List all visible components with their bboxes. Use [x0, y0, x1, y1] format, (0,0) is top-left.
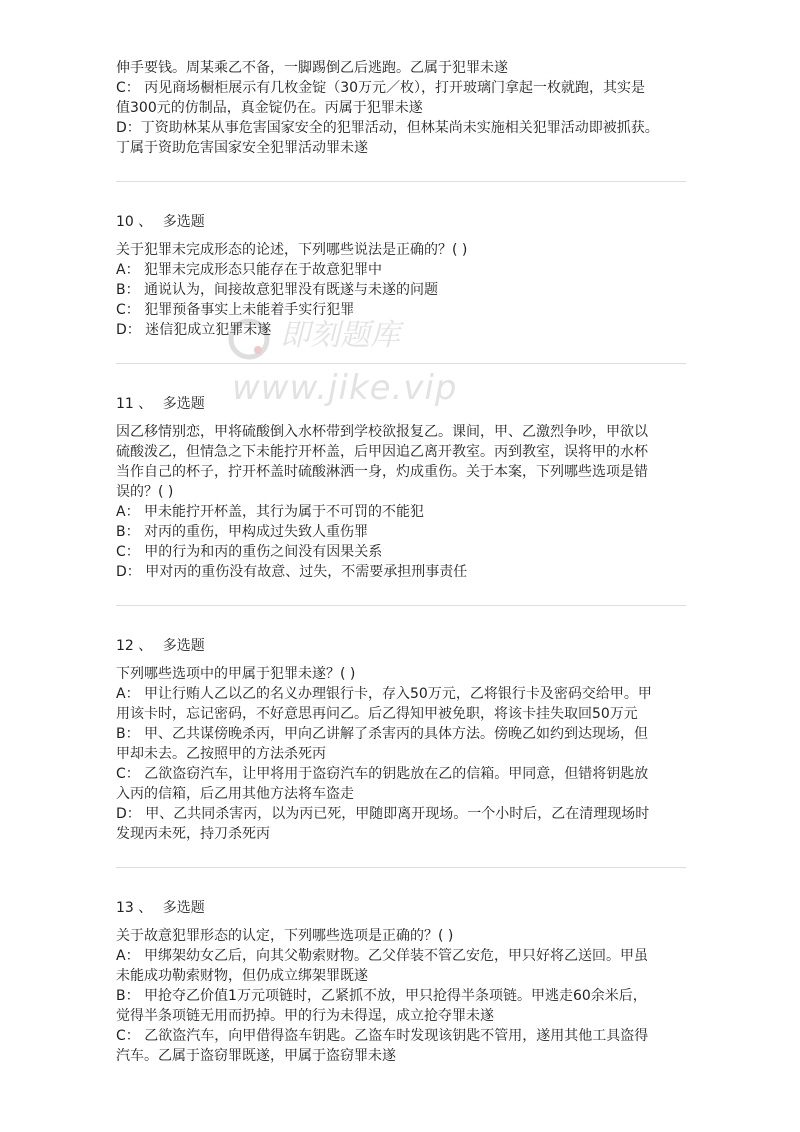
option-a: A： 甲未能拧开杯盖，其行为属于不可罚的不能犯	[116, 504, 425, 520]
option-c-line: 汽车。乙属于盗窃罪既遂，甲属于盗窃罪未遂	[116, 1048, 396, 1064]
question-type: 多选题	[162, 900, 205, 916]
option-b-line: 甲却未去。乙按照甲的方法杀死丙	[116, 746, 326, 762]
question-header	[116, 898, 688, 918]
question-9-continuation	[116, 58, 688, 158]
question-12	[116, 636, 688, 844]
option-a-line: 用该卡时，忘记密码，不好意思再问乙。后乙得知甲被免职，将该卡挂失取回50万元	[116, 706, 638, 722]
question-stem-line: 当作自己的杯子，拧开杯盖时硫酸淋洒一身，灼成重伤。关于本案，下列哪些选项是错	[116, 464, 648, 480]
option-a-line: A： 甲绑架幼女乙后，向其父勒索财物。乙父佯装不管乙安危，甲只好将乙送回。甲虽	[116, 948, 649, 964]
option-c-line: C： 乙欲盗窃汽车，让甲将用于盗窃汽车的钥匙放在乙的信箱。甲同意，但错将钥匙放	[116, 766, 649, 782]
question-divider	[116, 363, 686, 364]
question-stem: 关于犯罪未完成形态的论述，下列哪些说法是正确的？( )	[116, 242, 468, 258]
option-b-line: 觉得半条项链无用而扔掉。甲的行为未得逞，成立抢夺罪未遂	[116, 1008, 494, 1024]
question-header	[116, 394, 688, 414]
question-number: 13 、	[116, 900, 153, 916]
question-stem: 关于故意犯罪形态的认定，下列哪些选项是正确的？( )	[116, 928, 454, 944]
question-divider	[116, 605, 686, 606]
option-a-line: A： 甲让行贿人乙以乙的名义办理银行卡，存入50万元，乙将银行卡及密码交给甲。甲	[116, 686, 652, 702]
document-page	[116, 58, 688, 1066]
question-divider	[116, 867, 686, 868]
question-header	[116, 212, 688, 232]
option-a: A： 犯罪未完成形态只能存在于故意犯罪中	[116, 262, 383, 278]
option-d: D： 迷信犯成立犯罪未遂	[116, 322, 272, 338]
option-b-line: B： 甲抢夺乙价值1万元项链时，乙紧抓不放，甲只抢得半条项链。甲逃走60余米后，	[116, 988, 647, 1004]
question-number: 11 、	[116, 396, 153, 412]
option-c-line: 值300元的仿制品，真金锭仍在。丙属于犯罪未遂	[116, 100, 423, 116]
question-stem: 下列哪些选项中的甲属于犯罪未遂？( )	[116, 666, 356, 682]
watermark-url: www.jike.vip	[232, 368, 458, 408]
option-b-line: B： 甲、乙共谋傍晚杀丙，甲向乙讲解了杀害丙的具体方法。傍晚乙如约到达现场，但	[116, 726, 649, 742]
question-text-line: 伸手要钱。周某乘乙不备，一脚踢倒乙后逃跑。乙属于犯罪未遂	[116, 60, 508, 76]
question-number: 10 、	[116, 214, 153, 230]
question-type: 多选题	[162, 396, 205, 412]
question-13	[116, 898, 688, 1066]
option-b: B： 对丙的重伤，甲构成过失致人重伤罪	[116, 524, 369, 540]
question-type: 多选题	[162, 638, 205, 654]
question-number: 12 、	[116, 638, 153, 654]
question-10	[116, 212, 688, 340]
option-a-line: 未能成功勒索财物，但仍成立绑架罪既遂	[116, 968, 368, 984]
option-d: D： 甲对丙的重伤没有故意、过失，不需要承担刑事责任	[116, 564, 468, 580]
option-c: C： 甲的行为和丙的重伤之间没有因果关系	[116, 544, 383, 560]
question-stem-line: 误的？( )	[116, 484, 174, 500]
option-d-line: D：丁资助林某从事危害国家安全的犯罪活动，但林某尚未实施相关犯罪活动即被抓获。	[116, 120, 659, 136]
option-d-line: 发现丙未死，持刀杀死丙	[116, 826, 270, 842]
question-stem-line: 硫酸泼乙，但情急之下未能拧开杯盖，后甲因追乙离开教室。丙到教室，误将甲的水杯	[116, 444, 648, 460]
option-d-line: 丁属于资助危害国家安全犯罪活动罪未遂	[116, 140, 368, 156]
question-divider	[116, 181, 686, 182]
option-c-line: C： 乙欲盗汽车，向甲借得盗车钥匙。乙盗车时发现该钥匙不管用，遂用其他工具盗得	[116, 1028, 649, 1044]
question-11	[116, 394, 688, 582]
question-stem-line: 因乙移情别恋，甲将硫酸倒入水杯带到学校欲报复乙。课间，甲、乙激烈争吵，甲欲以	[116, 424, 648, 440]
watermark-brand: 即刻题库	[280, 318, 400, 353]
option-b: B： 通说认为，间接故意犯罪没有既遂与未遂的问题	[116, 282, 439, 298]
option-c: C： 犯罪预备事实上未能着手实行犯罪	[116, 302, 355, 318]
question-type: 多选题	[162, 214, 205, 230]
option-c-line: 入丙的信箱，后乙用其他方法将车盗走	[116, 786, 354, 802]
option-c-line: C： 丙见商场橱柜展示有几枚金锭（30万元／枚），打开玻璃门拿起一枚就跑，其实是	[116, 80, 646, 96]
question-header	[116, 636, 688, 656]
option-d-line: D： 甲、乙共同杀害丙，以为丙已死，甲随即离开现场。一个小时后，乙在清理现场时	[116, 806, 650, 822]
